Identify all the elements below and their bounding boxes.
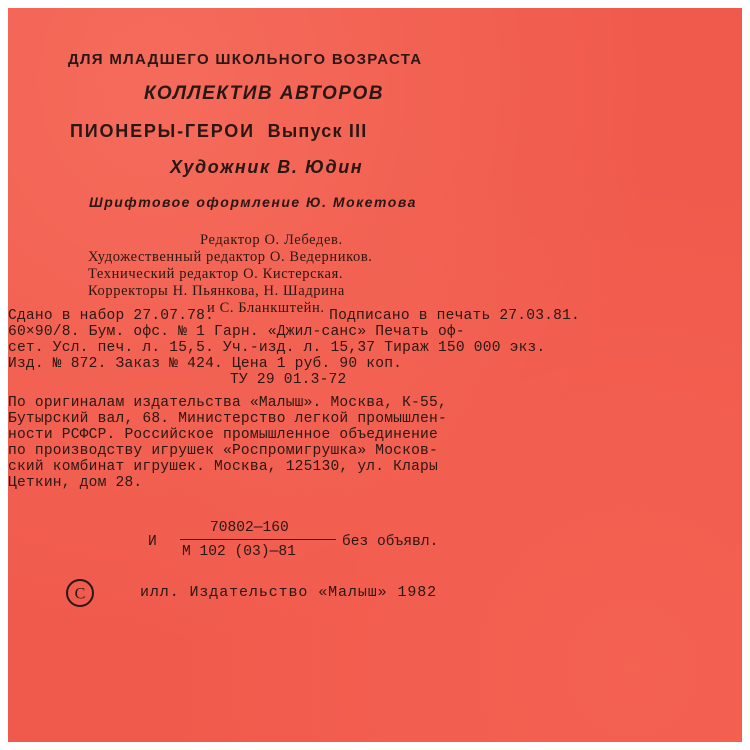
issue-text: Выпуск III bbox=[267, 121, 368, 141]
publisher-line: По оригиналам издательства «Малыш». Москва, К-55, bbox=[8, 395, 447, 411]
index-numerator: 70802—160 bbox=[210, 520, 289, 536]
publisher-line: Цеткин, дом 28. bbox=[8, 475, 143, 491]
imprint-row-dates bbox=[8, 308, 580, 324]
credit-tech-editor: Технический редактор О. Кистерская. bbox=[88, 266, 344, 282]
index-prefix: И bbox=[148, 534, 157, 550]
lettering-line: Шрифтовое оформление Ю. Мокетова bbox=[89, 194, 417, 210]
artist-line: Художник В. Юдин bbox=[170, 157, 364, 177]
imprint-print-date: Подписано в печать 27.03.81. bbox=[329, 308, 580, 324]
imprint-block bbox=[8, 308, 588, 491]
credit-proofreaders: Корректоры Н. Пьянкова, Н. Шадрина bbox=[88, 283, 345, 299]
imprint-row-tu: ТУ 29 01.3-72 bbox=[230, 372, 347, 388]
imprint-row-format: 60×90/8. Бум. офс. № 1 Гарн. «Джил-санс» Печать оф- bbox=[8, 324, 465, 340]
index-suffix: без объявл. bbox=[342, 534, 439, 550]
title-text: ПИОНЕРЫ-ГЕРОИ bbox=[70, 121, 255, 141]
fraction-bar bbox=[180, 539, 336, 540]
publisher-line: ности РСФСР. Российское промышленное объединение bbox=[8, 427, 438, 443]
index-denominator: М 102 (03)—81 bbox=[182, 544, 296, 560]
authors-line: КОЛЛЕКТИВ АВТОРОВ bbox=[144, 83, 384, 104]
copyright-letter: C bbox=[74, 585, 86, 603]
credit-editor: Редактор О. Лебедев. bbox=[200, 232, 343, 248]
copyright-icon bbox=[65, 578, 95, 608]
credit-proofreaders-cont: и С. Бланкштейн. bbox=[207, 300, 325, 316]
credit-art-editor: Художественный редактор О. Ведерников. bbox=[88, 249, 373, 265]
publisher-line: Бутырский вал, 68. Министерство легкой промышлен- bbox=[8, 411, 447, 427]
imprint-row-volume: сет. Усл. печ. л. 15,5. Уч.-изд. л. 15,37 Тираж 150 000 экз. bbox=[8, 340, 546, 356]
book-title bbox=[70, 122, 367, 140]
imprint-row-order: Изд. № 872. Заказ № 424. Цена 1 руб. 90 коп. bbox=[8, 356, 403, 372]
colophon-page bbox=[8, 8, 742, 742]
imprint-typeset-date: Сдано в набор 27.07.78. bbox=[8, 308, 215, 324]
copyright-text: илл. Издательство «Малыш» 1982 bbox=[140, 584, 438, 601]
publisher-line: ский комбинат игрушек. Москва, 125130, ул. Клары bbox=[8, 459, 438, 475]
publisher-line: по производству игрушек «Роспромигрушка» Москов- bbox=[8, 443, 438, 459]
audience-line: ДЛЯ МЛАДШЕГО ШКОЛЬНОГО ВОЗРАСТА bbox=[68, 51, 423, 68]
